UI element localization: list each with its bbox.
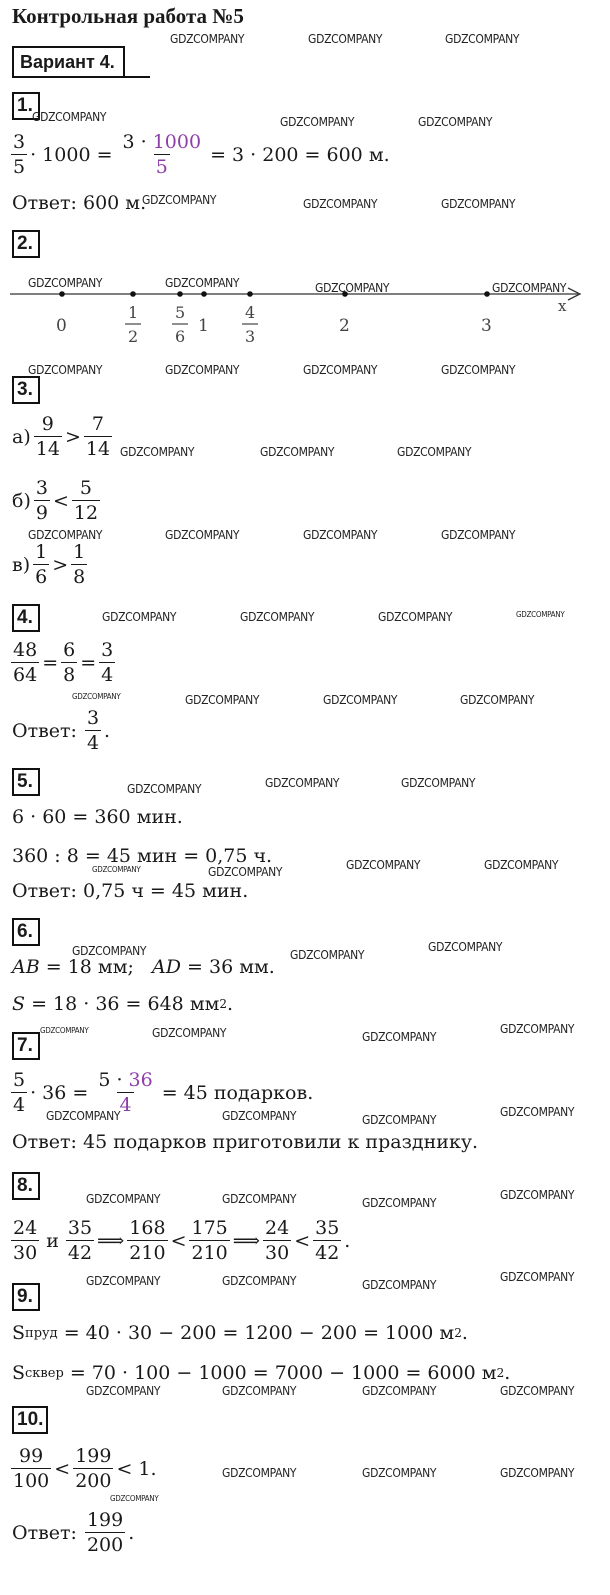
- label-0: 0: [56, 316, 67, 336]
- label-four-thirds-den: 3: [245, 327, 256, 346]
- watermark: GDZCOMPANY: [315, 281, 390, 295]
- task-5-answer: Ответ: 0,75 ч = 45 мин.: [12, 880, 249, 902]
- label-1: 1: [198, 316, 209, 336]
- watermark: GDZCOMPANY: [484, 858, 559, 872]
- watermark: GDZCOMPANY: [165, 363, 240, 377]
- watermark: GDZCOMPANY: [222, 1466, 297, 1480]
- task-6-line-1: AB = 18 мм; AD = 36 мм.: [12, 956, 275, 978]
- fraction: $\frac{3}{5}$: [13, 131, 26, 178]
- watermark: GDZCOMPANY: [362, 1030, 437, 1044]
- watermark: GDZCOMPANY: [362, 1278, 437, 1292]
- task-1-answer: Ответ: 600 м.: [12, 192, 147, 214]
- watermark: GDZCOMPANY: [397, 445, 472, 459]
- watermark: GDZCOMPANY: [86, 1192, 161, 1206]
- task-4-equation: $\frac{48}{64}$ = $\frac{6}{8}$ = $\frac{3}{4}$: [13, 639, 114, 686]
- task-6-number: 6.: [12, 918, 40, 946]
- task-1-number: 1.: [12, 92, 40, 120]
- watermark: GDZCOMPANY: [280, 115, 355, 129]
- watermark: GDZCOMPANY: [500, 1270, 575, 1284]
- task-7-answer: Ответ: 45 подарков приготовили к празднику.: [12, 1131, 479, 1153]
- watermark: GDZCOMPANY: [32, 110, 107, 124]
- watermark: GDZCOMPANY: [110, 1494, 159, 1503]
- variant-underline: [12, 76, 150, 78]
- task-7-number: 7.: [12, 1032, 40, 1060]
- watermark: GDZCOMPANY: [441, 197, 516, 211]
- watermark: GDZCOMPANY: [308, 32, 383, 46]
- label-five-sixths-den: 6: [175, 327, 186, 346]
- task-10-number: 10.: [12, 1406, 48, 1434]
- watermark: GDZCOMPANY: [303, 197, 378, 211]
- watermark: GDZCOMPANY: [86, 1384, 161, 1398]
- task-1-equation: $\frac{3}{5}$ · 1000 = $\frac{3 \cdot 1000}{5}$ = 3 · 200 = 600 м.: [13, 131, 390, 178]
- variant-label: Вариант 4.: [12, 46, 125, 78]
- watermark: GDZCOMPANY: [516, 610, 565, 619]
- task-5-line-2: 360 : 8 = 45 мин = 0,75 ч.: [12, 845, 273, 867]
- watermark: GDZCOMPANY: [72, 944, 147, 958]
- watermark: GDZCOMPANY: [142, 193, 217, 207]
- label-2: 2: [339, 316, 350, 336]
- watermark: GDZCOMPANY: [92, 865, 141, 874]
- watermark: GDZCOMPANY: [500, 1105, 575, 1119]
- watermark: GDZCOMPANY: [265, 776, 340, 790]
- watermark: GDZCOMPANY: [28, 528, 103, 542]
- watermark: GDZCOMPANY: [460, 693, 535, 707]
- watermark: GDZCOMPANY: [170, 32, 245, 46]
- task-9-line-1: S пруд = 40 · 30 − 200 = 1200 − 200 = 1000 м 2 .: [12, 1322, 468, 1344]
- watermark: GDZCOMPANY: [222, 1274, 297, 1288]
- watermark: GDZCOMPANY: [102, 610, 177, 624]
- watermark: GDZCOMPANY: [260, 445, 335, 459]
- label-one-half-den: 2: [128, 327, 139, 346]
- watermark: GDZCOMPANY: [222, 1384, 297, 1398]
- task-4-number: 4.: [12, 604, 40, 632]
- task-10-answer: Ответ: $\frac{199}{200}$ .: [12, 1509, 135, 1556]
- axis-x-label: x: [558, 297, 567, 315]
- task-5-line-1: 6 · 60 = 360 мин.: [12, 806, 183, 828]
- task-2-number: 2.: [12, 230, 40, 258]
- task-6-line-2: S = 18 · 36 = 648 мм 2 .: [12, 993, 234, 1015]
- task-3b: б) $\frac{3}{9}$ < $\frac{5}{12}$: [12, 477, 99, 524]
- watermark: GDZCOMPANY: [441, 528, 516, 542]
- watermark: GDZCOMPANY: [185, 693, 260, 707]
- watermark: GDZCOMPANY: [441, 363, 516, 377]
- task-10-equation: $\frac{99}{100}$ < $\frac{199}{200}$ < 1.: [13, 1445, 157, 1492]
- task-8-equation: $\frac{24}{30}$ и $\frac{35}{42}$ ⟹ $\frac{168}{210}$ < $\frac{175}{210}$ ⟹ $\frac{24}{30}$ < $\frac{35}{42}$ .: [13, 1217, 351, 1264]
- label-one-half-num: 1: [128, 303, 139, 322]
- task-7-equation: $\frac{5}{4}$ · 36 = $\frac{5 \cdot 36}{4}$ = 45 подарков.: [13, 1069, 314, 1116]
- fraction: $\frac{3 \cdot 1000}{5}$: [122, 131, 202, 178]
- watermark: GDZCOMPANY: [362, 1113, 437, 1127]
- watermark: GDZCOMPANY: [303, 528, 378, 542]
- watermark: GDZCOMPANY: [346, 858, 421, 872]
- watermark: GDZCOMPANY: [362, 1466, 437, 1480]
- label-3: 3: [481, 316, 492, 336]
- watermark: GDZCOMPANY: [222, 1109, 297, 1123]
- task-8-number: 8.: [12, 1172, 40, 1200]
- watermark: GDZCOMPANY: [401, 776, 476, 790]
- watermark: GDZCOMPANY: [28, 363, 103, 377]
- point-four-thirds: [247, 291, 253, 297]
- watermark: GDZCOMPANY: [500, 1188, 575, 1202]
- watermark: GDZCOMPANY: [290, 948, 365, 962]
- task-5-number: 5.: [12, 768, 40, 796]
- watermark: GDZCOMPANY: [492, 281, 567, 295]
- watermark: GDZCOMPANY: [72, 692, 121, 701]
- watermark: GDZCOMPANY: [428, 940, 503, 954]
- label-four-thirds-num: 4: [245, 303, 256, 322]
- watermark: GDZCOMPANY: [222, 1192, 297, 1206]
- watermark: GDZCOMPANY: [303, 363, 378, 377]
- task-4-answer: Ответ: $\frac{3}{4}$ .: [12, 707, 111, 754]
- task-3a: а) $\frac{9}{14}$ > $\frac{7}{14}$: [12, 413, 111, 460]
- watermark: GDZCOMPANY: [40, 1026, 89, 1035]
- watermark: GDZCOMPANY: [323, 693, 398, 707]
- page-title: Контрольная работа №5: [12, 4, 244, 28]
- watermark: GDZCOMPANY: [500, 1022, 575, 1036]
- watermark: GDZCOMPANY: [165, 276, 240, 290]
- watermark: GDZCOMPANY: [208, 865, 283, 879]
- task-9-line-2: S сквер = 70 · 100 − 1000 = 7000 − 1000 = 6000 м 2 .: [12, 1362, 511, 1384]
- watermark: GDZCOMPANY: [120, 445, 195, 459]
- label-five-sixths-num: 5: [175, 303, 186, 322]
- point-1: [201, 291, 207, 297]
- point-0: [59, 291, 65, 297]
- point-five-sixths: [177, 291, 183, 297]
- task-3c: в) $\frac{1}{6}$ > $\frac{1}{8}$: [12, 541, 86, 588]
- point-one-half: [130, 291, 136, 297]
- point-3: [484, 291, 490, 297]
- watermark: GDZCOMPANY: [240, 610, 315, 624]
- watermark: GDZCOMPANY: [86, 1274, 161, 1288]
- watermark: GDZCOMPANY: [362, 1384, 437, 1398]
- watermark: GDZCOMPANY: [362, 1196, 437, 1210]
- watermark: GDZCOMPANY: [500, 1466, 575, 1480]
- watermark: GDZCOMPANY: [445, 32, 520, 46]
- watermark: GDZCOMPANY: [165, 528, 240, 542]
- task-3-number: 3.: [12, 376, 40, 404]
- watermark: GDZCOMPANY: [152, 1026, 227, 1040]
- watermark: GDZCOMPANY: [46, 1109, 121, 1123]
- watermark: GDZCOMPANY: [127, 782, 202, 796]
- watermark: GDZCOMPANY: [418, 115, 493, 129]
- task-9-number: 9.: [12, 1283, 40, 1311]
- watermark: GDZCOMPANY: [378, 610, 453, 624]
- watermark: GDZCOMPANY: [28, 276, 103, 290]
- watermark: GDZCOMPANY: [500, 1384, 575, 1398]
